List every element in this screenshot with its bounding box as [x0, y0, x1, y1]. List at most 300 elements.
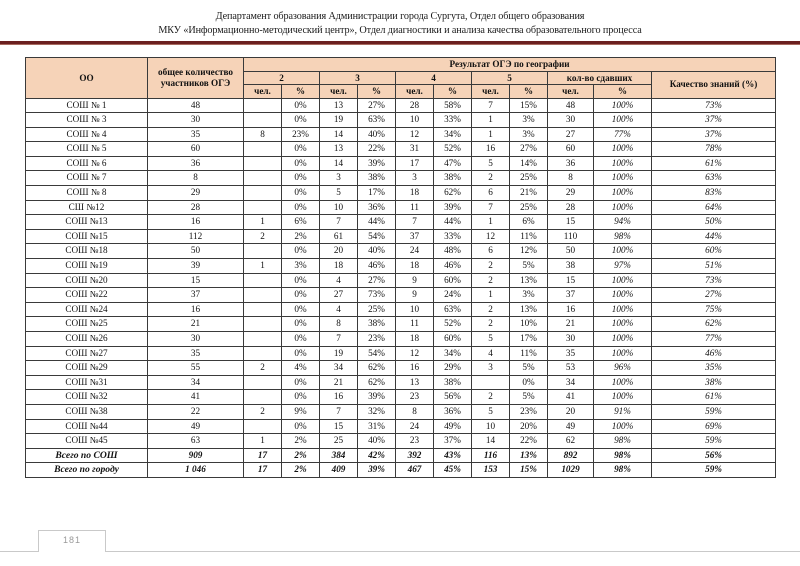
cell-passed-people: 1029: [548, 463, 594, 478]
cell-quality: 77%: [652, 332, 776, 347]
cell-oo: СОШ №22: [26, 288, 148, 303]
cell-grade5-percent: 6%: [510, 215, 548, 230]
cell-total-participants: 63: [148, 434, 244, 449]
cell-grade3-people: 409: [320, 463, 358, 478]
cell-passed-percent: 98%: [594, 229, 652, 244]
cell-grade4-people: 16: [396, 361, 434, 376]
cell-oo: СОШ №25: [26, 317, 148, 332]
cell-passed-people: 30: [548, 113, 594, 128]
table-row: [26, 215, 776, 230]
cell-passed-people: 49: [548, 419, 594, 434]
cell-grade3-people: 3: [320, 171, 358, 186]
cell-grade4-percent: 63%: [434, 302, 472, 317]
subcol-grade5-percent: %: [510, 85, 548, 99]
table-row: [26, 113, 776, 128]
cell-passed-percent: 98%: [594, 434, 652, 449]
cell-grade3-percent: 63%: [358, 113, 396, 128]
cell-total-participants: 16: [148, 215, 244, 230]
cell-grade4-percent: 43%: [434, 448, 472, 463]
cell-total-participants: 48: [148, 98, 244, 113]
cell-grade5-people: 6: [472, 186, 510, 201]
cell-grade3-people: 14: [320, 127, 358, 142]
cell-total-participants: 41: [148, 390, 244, 405]
cell-oo: СОШ №26: [26, 332, 148, 347]
cell-grade5-people: 5: [472, 332, 510, 347]
cell-grade4-percent: 49%: [434, 419, 472, 434]
cell-grade2-percent: 0%: [282, 98, 320, 113]
cell-grade4-people: 18: [396, 186, 434, 201]
header-line-2: МКУ «Информационно-методический центр», Отдел диагностики и анализа качества образовательного процесса: [158, 25, 642, 36]
cell-grade5-people: 5: [472, 156, 510, 171]
cell-quality: 59%: [652, 434, 776, 449]
cell-grade4-people: 392: [396, 448, 434, 463]
cell-grade5-people: 153: [472, 463, 510, 478]
cell-grade2-people: [244, 156, 282, 171]
cell-grade5-percent: 15%: [510, 98, 548, 113]
table-row: [26, 419, 776, 434]
cell-passed-people: 27: [548, 127, 594, 142]
cell-passed-people: 110: [548, 229, 594, 244]
cell-oo: СОШ № 8: [26, 186, 148, 201]
cell-oo: СОШ №38: [26, 404, 148, 419]
cell-quality: 56%: [652, 448, 776, 463]
cell-grade3-percent: 23%: [358, 332, 396, 347]
cell-passed-people: 892: [548, 448, 594, 463]
cell-oo: Всего по городу: [26, 463, 148, 478]
cell-grade3-people: 34: [320, 361, 358, 376]
cell-passed-people: 15: [548, 273, 594, 288]
table-row: [26, 200, 776, 215]
cell-grade4-people: 11: [396, 317, 434, 332]
cell-quality: 61%: [652, 390, 776, 405]
cell-passed-people: 29: [548, 186, 594, 201]
cell-grade2-people: [244, 390, 282, 405]
cell-grade2-percent: 2%: [282, 448, 320, 463]
table-row: [26, 375, 776, 390]
subcol-passed-people: чел.: [548, 85, 594, 99]
cell-grade2-percent: 0%: [282, 419, 320, 434]
cell-passed-percent: 100%: [594, 186, 652, 201]
table-row: [26, 156, 776, 171]
cell-grade2-percent: 2%: [282, 229, 320, 244]
cell-grade4-people: 10: [396, 302, 434, 317]
cell-grade4-people: 28: [396, 98, 434, 113]
cell-grade2-people: 1: [244, 259, 282, 274]
table-row: [26, 244, 776, 259]
cell-passed-percent: 100%: [594, 273, 652, 288]
cell-grade4-percent: 39%: [434, 200, 472, 215]
cell-grade5-percent: 13%: [510, 448, 548, 463]
cell-passed-percent: 96%: [594, 361, 652, 376]
cell-quality: 44%: [652, 229, 776, 244]
cell-grade5-percent: 25%: [510, 171, 548, 186]
cell-grade5-people: 1: [472, 288, 510, 303]
cell-grade3-people: 16: [320, 390, 358, 405]
cell-grade2-percent: 0%: [282, 156, 320, 171]
table-row: [26, 361, 776, 376]
cell-quality: 61%: [652, 156, 776, 171]
cell-passed-percent: 91%: [594, 404, 652, 419]
cell-oo: СОШ №13: [26, 215, 148, 230]
cell-grade2-percent: 2%: [282, 434, 320, 449]
cell-passed-people: 34: [548, 375, 594, 390]
subcol-passed-percent: %: [594, 85, 652, 99]
cell-grade3-percent: 25%: [358, 302, 396, 317]
cell-grade5-people: 2: [472, 317, 510, 332]
cell-oo: СОШ №31: [26, 375, 148, 390]
cell-grade4-percent: 48%: [434, 244, 472, 259]
cell-grade4-people: 11: [396, 200, 434, 215]
cell-grade4-people: 3: [396, 171, 434, 186]
cell-total-participants: 8: [148, 171, 244, 186]
cell-quality: 73%: [652, 273, 776, 288]
cell-grade2-people: [244, 171, 282, 186]
cell-grade2-percent: 0%: [282, 171, 320, 186]
cell-grade4-percent: 33%: [434, 229, 472, 244]
cell-grade3-percent: 22%: [358, 142, 396, 157]
cell-grade5-percent: 27%: [510, 142, 548, 157]
cell-grade5-people: 2: [472, 302, 510, 317]
cell-passed-percent: 100%: [594, 346, 652, 361]
cell-quality: 62%: [652, 317, 776, 332]
cell-grade2-percent: 0%: [282, 332, 320, 347]
cell-grade4-people: 24: [396, 244, 434, 259]
cell-grade5-percent: 0%: [510, 375, 548, 390]
table-row: [26, 98, 776, 113]
table-row: [26, 229, 776, 244]
cell-grade3-people: 13: [320, 98, 358, 113]
cell-total-participants: 37: [148, 288, 244, 303]
cell-oo: СОШ №29: [26, 361, 148, 376]
cell-grade3-percent: 39%: [358, 390, 396, 405]
cell-grade5-people: 2: [472, 390, 510, 405]
cell-passed-people: 60: [548, 142, 594, 157]
cell-grade2-people: [244, 346, 282, 361]
cell-grade4-percent: 34%: [434, 127, 472, 142]
cell-passed-people: 28: [548, 200, 594, 215]
subcol-grade5-people: чел.: [472, 85, 510, 99]
table-body: [26, 98, 776, 477]
cell-grade2-people: [244, 375, 282, 390]
cell-grade2-people: 8: [244, 127, 282, 142]
cell-grade4-percent: 47%: [434, 156, 472, 171]
cell-grade5-people: 1: [472, 113, 510, 128]
cell-grade4-people: 12: [396, 346, 434, 361]
cell-grade3-percent: 40%: [358, 434, 396, 449]
cell-grade4-percent: 60%: [434, 273, 472, 288]
cell-passed-percent: 100%: [594, 113, 652, 128]
cell-grade5-percent: 21%: [510, 186, 548, 201]
cell-oo: СОШ №15: [26, 229, 148, 244]
cell-grade2-percent: 23%: [282, 127, 320, 142]
cell-grade5-people: 14: [472, 434, 510, 449]
slide-header: [0, 0, 800, 38]
table-row: [26, 171, 776, 186]
cell-grade3-people: 19: [320, 346, 358, 361]
cell-grade4-percent: 33%: [434, 113, 472, 128]
cell-total-participants: 30: [148, 332, 244, 347]
cell-oo: СОШ №45: [26, 434, 148, 449]
cell-grade4-people: 37: [396, 229, 434, 244]
cell-grade4-people: 9: [396, 288, 434, 303]
cell-grade3-people: 384: [320, 448, 358, 463]
cell-grade3-people: 25: [320, 434, 358, 449]
cell-passed-percent: 97%: [594, 259, 652, 274]
cell-grade4-people: 31: [396, 142, 434, 157]
cell-oo: СОШ №27: [26, 346, 148, 361]
cell-grade5-people: 3: [472, 361, 510, 376]
cell-grade4-percent: 52%: [434, 317, 472, 332]
cell-grade4-percent: 44%: [434, 215, 472, 230]
cell-grade5-people: 16: [472, 142, 510, 157]
cell-grade2-people: [244, 273, 282, 288]
table-row: [26, 302, 776, 317]
cell-grade2-people: [244, 186, 282, 201]
col-header-result-group: Результат ОГЭ по географии: [244, 58, 776, 72]
cell-passed-people: 38: [548, 259, 594, 274]
cell-passed-percent: 94%: [594, 215, 652, 230]
subcol-grade4-percent: %: [434, 85, 472, 99]
cell-grade4-percent: 45%: [434, 463, 472, 478]
cell-grade3-people: 27: [320, 288, 358, 303]
cell-total-participants: 15: [148, 273, 244, 288]
cell-oo: СОШ № 5: [26, 142, 148, 157]
cell-quality: 83%: [652, 186, 776, 201]
cell-grade4-percent: 38%: [434, 171, 472, 186]
cell-grade2-percent: 0%: [282, 244, 320, 259]
table-total-row: [26, 448, 776, 463]
subcol-grade2-percent: %: [282, 85, 320, 99]
cell-grade4-percent: 56%: [434, 390, 472, 405]
cell-grade5-percent: 3%: [510, 127, 548, 142]
cell-grade3-percent: 38%: [358, 171, 396, 186]
subcol-grade2-people: чел.: [244, 85, 282, 99]
cell-grade5-people: 7: [472, 200, 510, 215]
cell-passed-people: 30: [548, 332, 594, 347]
cell-passed-people: 50: [548, 244, 594, 259]
cell-grade3-percent: 27%: [358, 98, 396, 113]
cell-grade2-people: [244, 332, 282, 347]
cell-grade3-people: 18: [320, 259, 358, 274]
cell-quality: 59%: [652, 463, 776, 478]
cell-grade5-percent: 20%: [510, 419, 548, 434]
cell-grade3-percent: 39%: [358, 463, 396, 478]
cell-grade2-people: [244, 98, 282, 113]
cell-oo: СОШ № 6: [26, 156, 148, 171]
cell-quality: 75%: [652, 302, 776, 317]
cell-oo: СОШ № 4: [26, 127, 148, 142]
cell-quality: 38%: [652, 375, 776, 390]
cell-passed-people: 20: [548, 404, 594, 419]
cell-passed-percent: 100%: [594, 142, 652, 157]
ege-results-table-wrap: [25, 57, 775, 478]
cell-grade3-percent: 62%: [358, 375, 396, 390]
cell-oo: СШ №12: [26, 200, 148, 215]
cell-grade2-people: 17: [244, 448, 282, 463]
cell-grade2-percent: 0%: [282, 346, 320, 361]
cell-grade5-percent: 5%: [510, 390, 548, 405]
cell-grade3-percent: 44%: [358, 215, 396, 230]
cell-total-participants: 49: [148, 419, 244, 434]
cell-quality: 37%: [652, 127, 776, 142]
cell-total-participants: 34: [148, 375, 244, 390]
cell-grade4-percent: 52%: [434, 142, 472, 157]
col-header-grade-4: 4: [396, 71, 472, 85]
cell-grade4-percent: 46%: [434, 259, 472, 274]
cell-grade2-people: [244, 419, 282, 434]
table-row: [26, 259, 776, 274]
cell-oo: СОШ №44: [26, 419, 148, 434]
cell-grade2-people: 17: [244, 463, 282, 478]
cell-grade3-people: 20: [320, 244, 358, 259]
cell-grade3-people: 7: [320, 404, 358, 419]
cell-grade2-percent: 9%: [282, 404, 320, 419]
cell-grade5-percent: 5%: [510, 361, 548, 376]
cell-grade2-percent: 4%: [282, 361, 320, 376]
cell-passed-percent: 100%: [594, 375, 652, 390]
cell-total-participants: 30: [148, 113, 244, 128]
cell-grade4-people: 17: [396, 156, 434, 171]
cell-grade2-percent: 0%: [282, 200, 320, 215]
cell-grade4-percent: 38%: [434, 375, 472, 390]
cell-passed-percent: 100%: [594, 419, 652, 434]
header-line-1: Департамент образования Администрации города Сургута, Отдел общего образования: [215, 11, 585, 22]
cell-grade2-people: [244, 288, 282, 303]
cell-grade5-people: 2: [472, 273, 510, 288]
col-header-passed: кол-во сдавших: [548, 71, 652, 85]
cell-passed-percent: 77%: [594, 127, 652, 142]
cell-oo: СОШ №20: [26, 273, 148, 288]
cell-grade2-percent: 6%: [282, 215, 320, 230]
cell-grade3-percent: 46%: [358, 259, 396, 274]
cell-grade5-people: 2: [472, 171, 510, 186]
cell-grade5-percent: 13%: [510, 302, 548, 317]
cell-grade5-people: [472, 375, 510, 390]
cell-total-participants: 50: [148, 244, 244, 259]
cell-passed-people: 15: [548, 215, 594, 230]
cell-quality: 59%: [652, 404, 776, 419]
cell-passed-percent: 100%: [594, 288, 652, 303]
cell-grade4-people: 467: [396, 463, 434, 478]
cell-grade3-people: 10: [320, 200, 358, 215]
cell-grade5-people: 6: [472, 244, 510, 259]
cell-passed-percent: 100%: [594, 390, 652, 405]
cell-grade2-percent: 0%: [282, 142, 320, 157]
table-row: [26, 317, 776, 332]
cell-grade4-people: 9: [396, 273, 434, 288]
cell-oo: СОШ №32: [26, 390, 148, 405]
cell-grade3-people: 61: [320, 229, 358, 244]
cell-quality: 27%: [652, 288, 776, 303]
page-number-tab: [38, 530, 106, 552]
cell-grade3-people: 7: [320, 215, 358, 230]
cell-grade5-percent: 11%: [510, 346, 548, 361]
cell-grade3-percent: 38%: [358, 317, 396, 332]
col-header-grade-5: 5: [472, 71, 548, 85]
cell-passed-percent: 100%: [594, 200, 652, 215]
cell-grade5-people: 12: [472, 229, 510, 244]
cell-total-participants: 36: [148, 156, 244, 171]
header-divider-rule-shadow: [0, 44, 800, 45]
col-header-total-participants: общее количество участников ОГЭ: [148, 58, 244, 99]
cell-grade3-people: 14: [320, 156, 358, 171]
cell-grade3-people: 4: [320, 302, 358, 317]
cell-grade2-people: [244, 200, 282, 215]
cell-grade3-people: 4: [320, 273, 358, 288]
cell-grade3-people: 21: [320, 375, 358, 390]
cell-grade4-percent: 36%: [434, 404, 472, 419]
cell-passed-people: 62: [548, 434, 594, 449]
cell-grade2-people: 1: [244, 215, 282, 230]
col-header-quality: Качество знаний (%): [652, 71, 776, 98]
cell-grade3-percent: 17%: [358, 186, 396, 201]
cell-grade3-percent: 36%: [358, 200, 396, 215]
cell-quality: 64%: [652, 200, 776, 215]
cell-oo: СОШ №19: [26, 259, 148, 274]
cell-total-participants: 112: [148, 229, 244, 244]
cell-passed-people: 48: [548, 98, 594, 113]
col-header-grade-3: 3: [320, 71, 396, 85]
cell-grade3-percent: 54%: [358, 346, 396, 361]
table-row: [26, 288, 776, 303]
cell-grade5-percent: 22%: [510, 434, 548, 449]
cell-grade4-people: 13: [396, 375, 434, 390]
cell-grade3-percent: 40%: [358, 127, 396, 142]
cell-grade2-people: [244, 142, 282, 157]
table-row: [26, 346, 776, 361]
cell-passed-percent: 100%: [594, 244, 652, 259]
cell-quality: 51%: [652, 259, 776, 274]
table-row: [26, 186, 776, 201]
cell-grade3-percent: 73%: [358, 288, 396, 303]
cell-grade3-people: 13: [320, 142, 358, 157]
cell-grade5-people: 4: [472, 346, 510, 361]
subcol-grade3-people: чел.: [320, 85, 358, 99]
cell-oo: СОШ №24: [26, 302, 148, 317]
cell-grade2-percent: 2%: [282, 463, 320, 478]
subcol-grade4-people: чел.: [396, 85, 434, 99]
cell-grade3-percent: 40%: [358, 244, 396, 259]
cell-grade5-people: 1: [472, 215, 510, 230]
cell-passed-people: 53: [548, 361, 594, 376]
cell-total-participants: 21: [148, 317, 244, 332]
table-row: [26, 127, 776, 142]
cell-grade5-percent: 23%: [510, 404, 548, 419]
cell-grade4-people: 7: [396, 215, 434, 230]
cell-oo: СОШ № 3: [26, 113, 148, 128]
cell-grade3-percent: 62%: [358, 361, 396, 376]
table-total-row: [26, 463, 776, 478]
cell-total-participants: 16: [148, 302, 244, 317]
cell-grade5-people: 1: [472, 127, 510, 142]
cell-passed-percent: 100%: [594, 156, 652, 171]
cell-grade3-people: 15: [320, 419, 358, 434]
cell-grade2-percent: 0%: [282, 390, 320, 405]
footer-rule-right: [106, 551, 800, 552]
cell-grade4-percent: 58%: [434, 98, 472, 113]
cell-grade4-percent: 60%: [434, 332, 472, 347]
cell-grade2-people: [244, 317, 282, 332]
cell-grade2-percent: 0%: [282, 186, 320, 201]
cell-grade4-people: 23: [396, 390, 434, 405]
cell-oo: Всего по СОШ: [26, 448, 148, 463]
table-head: [26, 58, 776, 99]
cell-grade4-people: 8: [396, 404, 434, 419]
cell-grade4-percent: 37%: [434, 434, 472, 449]
cell-quality: 37%: [652, 113, 776, 128]
cell-grade3-people: 19: [320, 113, 358, 128]
table-row: [26, 273, 776, 288]
